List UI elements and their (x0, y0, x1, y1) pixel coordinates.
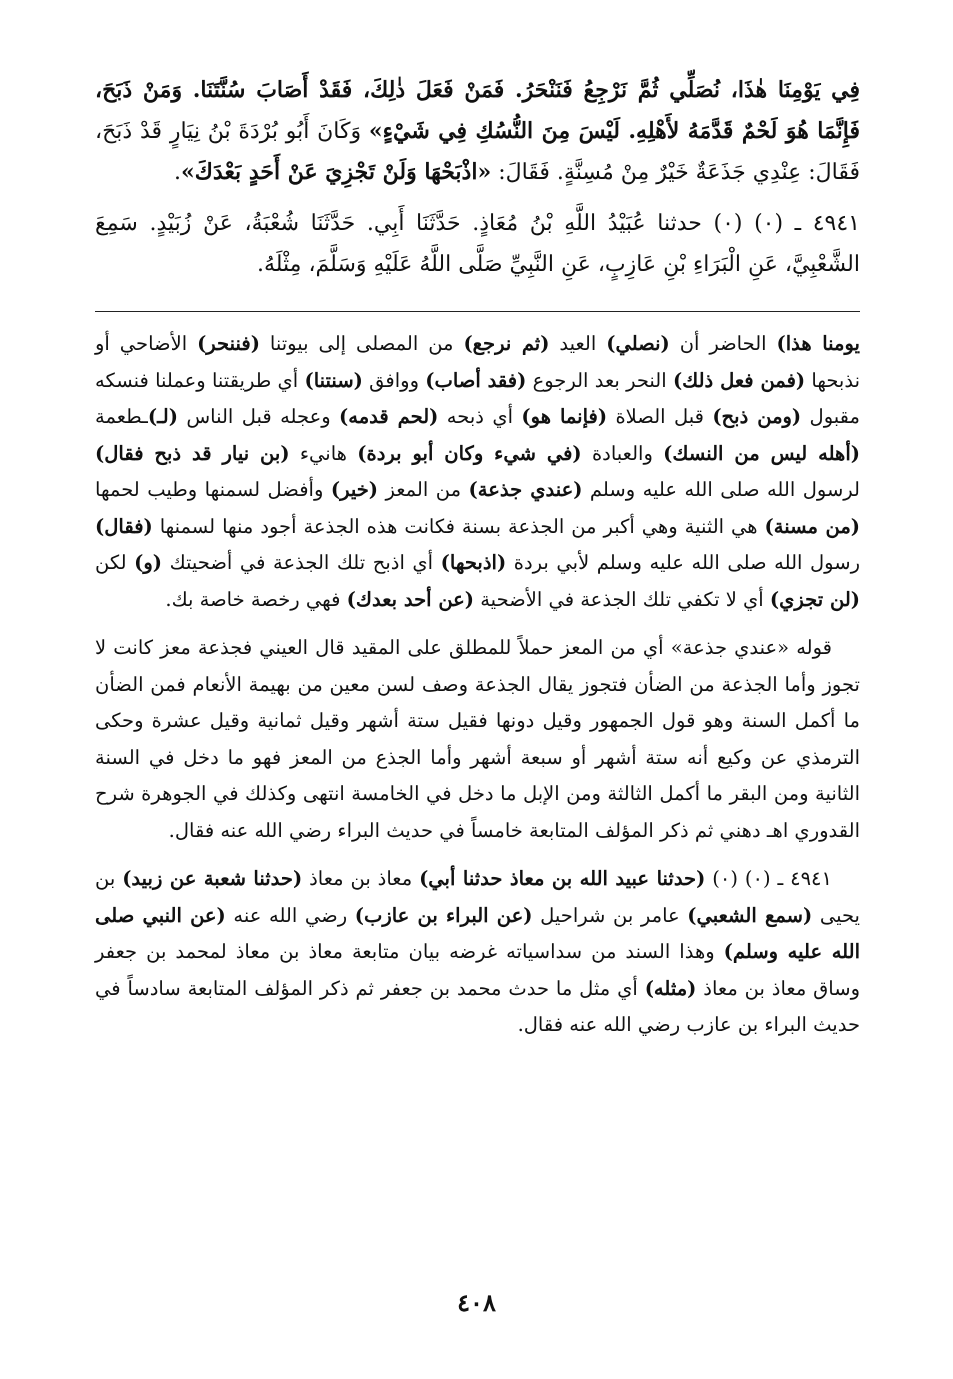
text-run: أي مثل ما حدث محمد بن جعفر ثم ذكر المؤلف المتابعة سادساً في حديث البراء بن عازب رضي الله عنه فقال. (95, 976, 860, 1036)
text-run: رضي الله عنه (225, 903, 355, 927)
text-run: رسول الله صلى الله عليه وسلم لأبي بردة (506, 551, 860, 574)
text-run: والعبادة (581, 441, 664, 465)
bold-text-run: (فإنما هو) (521, 405, 608, 428)
bold-text-run: (ثم نرجع) (463, 332, 550, 355)
bold-text-run: (ومن ذبح) (712, 405, 802, 428)
bold-text-run: (مثله) (644, 976, 697, 1000)
bold-text-run: (لن تجزي) (769, 587, 860, 611)
text-run: لرسول الله صلى الله عليه وسلم (582, 478, 860, 501)
text-run: أي طريقتنا وعملنا فنسكه مقبول (95, 368, 860, 428)
text-run: الأضاحي أو نذبحها (95, 332, 861, 392)
text-run: ٤٩٤١ ـ (٠) (٠) (705, 867, 832, 890)
text-run: . (174, 160, 182, 185)
bold-text-run: (حدثنا شعبة عن زبيد) (122, 867, 303, 890)
commentary (95, 326, 860, 1044)
text-run: وهذا السند من سداسياته غرضه بيان متابعة معاذ بن معاذ لمحمد بن جعفر وساق معاذ بن معاذ (95, 940, 860, 1000)
bold-text-run: يومنا هذا) (776, 332, 860, 355)
bold-text-run: (عن النبي صلى الله عليه وسلم) (95, 903, 860, 963)
bold-text-run: فِي يَوْمِنَا هٰذَا، نُصَلِّي ثُمَّ نَرْجِعُ فَنَنْحَرُ. فَمَنْ فَعَلَ ذٰلِكَ، فَقَدْ أَصَابَ سُنَّتَنَا. وَمَنْ ذَبَحَ، فَإِنَّمَا هُوَ لَحْمٌ قَدَّمَهُ لأَهْلِهِ. لَيْسَ مِنَ النُّسُكِ فِي شَيْءٍ» (95, 77, 861, 144)
text-run: معاذ بن معاذ (302, 867, 420, 890)
bold-text-run: (فننحر) (197, 332, 260, 355)
text-run: من المعز (378, 478, 469, 501)
text-run: هي الثنية وهي أكبر من الجذعة بسنة فكانت هذه الجذعة أجود منها لسمنها (152, 514, 765, 538)
bold-text-run: (خير) (330, 478, 379, 501)
text-run: وأفضل لسمنها وطيب لحمها (95, 478, 331, 501)
text-run: وعجله قبل الناس (177, 405, 340, 428)
bold-text-run: (سنتنا) (304, 368, 363, 392)
commentary-paragraph-1 (95, 326, 860, 618)
text-run: الحاضر أن (669, 332, 777, 355)
bold-text-run: «اذْبَحْهَا وَلَنْ تَجْزِيَ عَنْ أَحَدٍ بَعْدَكَ» (181, 159, 492, 185)
text-run: ـطعمة (95, 405, 148, 428)
text-run: من المصلى إلى بيوتنا (259, 332, 464, 355)
bold-text-run: (عندي جذعة) (468, 478, 583, 501)
text-run: هانيء (289, 441, 358, 465)
footnote-divider (95, 311, 860, 312)
bold-text-run: (لـ) (147, 405, 178, 428)
commentary-paragraph-2 (95, 630, 860, 849)
text-run: قوله «عندي جذعة» أي من المعز حملاً للمطلق على المقيد قال العيني فجذعة معز كانت لا تجوز وأما الجذعة من الضأن فتجوز يقال الجذعة وصف لسن معين من بهيمة الأنعام فمن الضأن ما أكمل السنة وهو قول الجمهور وقيل دونها فقيل ستة أشهر وقيل ثمانية وقيل عشرة وحكى الترمذي عن وكيع أنه ستة أشهر أو سبعة أشهر وأما الجذع من المعز فهو ما دخل في السنة الثانية ومن البقر ما أكمل الثالثة ومن الإبل ما دخل في الخامسة انتهى وكذلك في الجوهرة شرح القدوري اهـ دهني ثم ذكر المؤلف المتابعة خامساً في حديث البراء رضي الله عنه فقال. (95, 636, 860, 842)
bold-text-run: (اذبحها) (440, 551, 507, 574)
bold-text-run: (سمع الشعبي) (687, 903, 813, 927)
text-run: لكن (95, 551, 135, 574)
text-run: ووافق (362, 368, 426, 392)
text-run: عامر بن شراحيل (532, 903, 688, 927)
text-run: أي لا تكفي تلك الجذعة في الأضحية (474, 587, 770, 611)
bold-text-run: (أهله ليس من النسك) (663, 441, 860, 465)
hadith-text (95, 70, 860, 285)
bold-text-run: (فقال) (95, 514, 153, 538)
bold-text-run: (من مسنة) (764, 514, 860, 538)
text-run: أي اذبح تلك الجذعة في أضحيتك (162, 551, 441, 574)
text-run: ٤٩٤١ ـ (٠) (٠) حدثنا عُبَيْدُ اللَّهِ بْنُ مُعَاذٍ. حَدَّثَنَا أَبِي. حَدَّثَنَا شُعْبَةُ، عَنْ زُبَيْدٍ. سَمِعَ الشَّعْبِيَّ، عَنِ الْبَرَاءِ بْنِ عَازِبٍ، عَنِ النَّبِيِّ صَلَّى اللَّهُ عَلَيْهِ وَسَلَّمَ، مِثْلَهُ. (95, 211, 860, 277)
bold-text-run: (نصلي) (606, 332, 670, 355)
text-run: بن يحيى (95, 867, 860, 927)
text-run: قبل الصلاة (607, 405, 713, 428)
bold-text-run: (في شيء وكان أبو بردة) (357, 441, 582, 465)
text-run: العيد (549, 332, 607, 355)
page-number: ٤٠٨ (457, 1288, 496, 1317)
bold-text-run: (عن أحد بعدك) (346, 587, 475, 611)
text-run: النحر بعد الرجوع (526, 368, 673, 392)
text-run: فهي رخصة خاصة بك. (165, 587, 347, 611)
text-run: أي ذبحه (438, 405, 522, 428)
bold-text-run: (حدثنا عبيد الله بن معاذ حدثنا أبي) (419, 867, 706, 890)
bold-text-run: (فمن فعل ذلك) (672, 368, 806, 392)
bold-text-run: (فقد أصاب) (425, 368, 527, 392)
bold-text-run: (لحم قدمه) (339, 405, 439, 428)
bold-text-run: (بن نيار قد ذبح فقال) (95, 441, 290, 465)
hadith-paragraph-2 (95, 203, 860, 285)
bold-text-run: (عن البراء بن عازب) (354, 903, 533, 927)
page-body (95, 70, 860, 1044)
hadith-paragraph-1 (95, 70, 860, 193)
bold-text-run: (و) (134, 551, 162, 574)
commentary-paragraph-3 (95, 861, 860, 1044)
text-run: وَكَانَ أَبُو بُرْدَةَ بْنُ نِيَارٍ قَدْ ذَبَحَ، فَقَالَ: عِنْدِي جَذَعَةٌ خَيْرٌ مِنْ مُسِنَّةٍ. فَقَالَ: (95, 119, 860, 185)
